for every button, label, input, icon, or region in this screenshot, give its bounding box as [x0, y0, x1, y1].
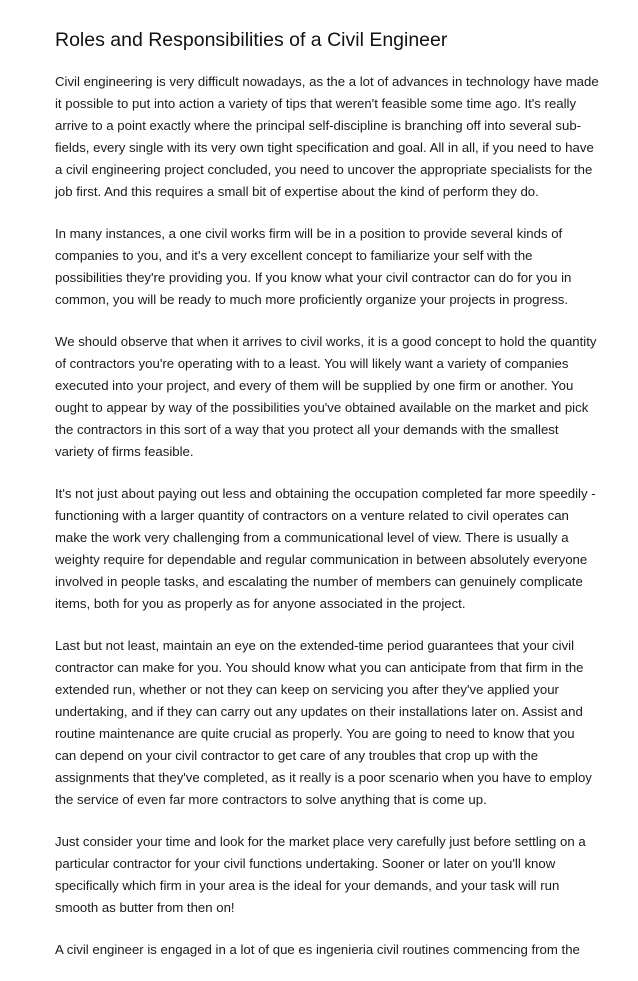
text-line: assignments that they've completed, as it really is a poor scenario when you have to employ — [55, 770, 592, 785]
paragraph — [55, 483, 595, 615]
text-line: ought to appear by way of the possibilities you've obtained available on the market and pick — [55, 400, 589, 415]
text-line: the contractors in this sort of a way that you protect all your demands with the smallest — [55, 422, 559, 437]
text-line: Just consider your time and look for the market place very carefully just before settling on a — [55, 834, 586, 849]
text-line: A civil engineer is engaged in a lot of que es ingenieria civil routines commencing from the — [55, 942, 580, 957]
text-line: it possible to put into action a variety of tips that weren't feasible some time ago. It's really — [55, 96, 577, 111]
text-line: Last but not least, maintain an eye on the extended-time period guarantees that your civil — [55, 638, 575, 653]
text-line: contractor can make for you. You should know what you can anticipate from that firm in the — [55, 660, 584, 675]
text-line: specifically which firm in your area is the ideal for your demands, and your task will run — [55, 878, 560, 893]
paragraph — [55, 831, 595, 919]
text-line: We should observe that when it arrives to civil works, it is a good concept to hold the quantity — [55, 334, 597, 349]
text-line: companies to you, and it's a very excellent concept to familiarize your self with the — [55, 248, 533, 263]
text-line: executed into your project, and every of them will be supplied by one firm or another. You — [55, 378, 574, 393]
text-line: can depend on your civil contractor to get care of any troubles that crop up with the — [55, 748, 539, 763]
paragraph — [55, 223, 595, 311]
text-line: job first. And this requires a small bit of expertise about the kind of perform they do. — [55, 184, 539, 199]
text-line: particular contractor for your civil functions undertaking. Sooner or later on you'll know — [55, 856, 556, 871]
text-line: the service of even far more contractors to solve anything that is come up. — [55, 792, 487, 807]
text-line: functioning with a larger quantity of contractors on a venture related to civil operates can — [55, 508, 569, 523]
paragraph — [55, 331, 595, 463]
text-line: extended run, whether or not they can keep on servicing you after they've applied your — [55, 682, 559, 697]
text-line: Civil engineering is very difficult nowadays, as the a lot of advances in technology have made — [55, 74, 599, 89]
text-line: involved in people tasks, and escalating the number of members can genuinely complicate — [55, 574, 583, 589]
text-line: a civil engineering project concluded, you need to uncover the appropriate specialists for the — [55, 162, 593, 177]
paragraph — [55, 939, 595, 961]
text-line: items, both for you as properly as for anyone associated in the project. — [55, 596, 466, 611]
text-line: In many instances, a one civil works firm will be in a position to provide several kinds of — [55, 226, 563, 241]
document-page — [55, 0, 599, 957]
text-line: weighty require for dependable and regular communication in between absolutely everyone — [55, 552, 588, 567]
text-line: of contractors you're operating with to a least. You will likely want a variety of companies — [55, 356, 569, 371]
text-line: common, you will be ready to much more proficiently organize your projects in progress. — [55, 292, 569, 307]
paragraph — [55, 71, 599, 203]
text-line: It's not just about paying out less and obtaining the occupation completed far more speedily - — [55, 486, 596, 501]
document-body — [55, 71, 599, 981]
text-line: make the work very challenging from a communicational level of view. There is usually a — [55, 530, 569, 545]
text-line: smooth as butter from then on! — [55, 900, 235, 915]
page-title: Roles and Responsibilities of a Civil Engineer — [55, 29, 448, 51]
text-line: fields, every single with its very own tight specification and goal. All in all, if you need to have — [55, 140, 594, 155]
text-line: routine maintenance are quite crucial as properly. You are going to need to know that you — [55, 726, 575, 741]
text-line: arrive to a point exactly where the principal self-discipline is branching off into several sub- — [55, 118, 582, 133]
text-line: undertaking, and if they can carry out any updates on their installations later on. Assist and — [55, 704, 583, 719]
paragraph — [55, 635, 595, 811]
text-line: possibilities they're providing you. If you know what your civil contractor can do for you in — [55, 270, 572, 285]
text-line: variety of firms feasible. — [55, 444, 194, 459]
